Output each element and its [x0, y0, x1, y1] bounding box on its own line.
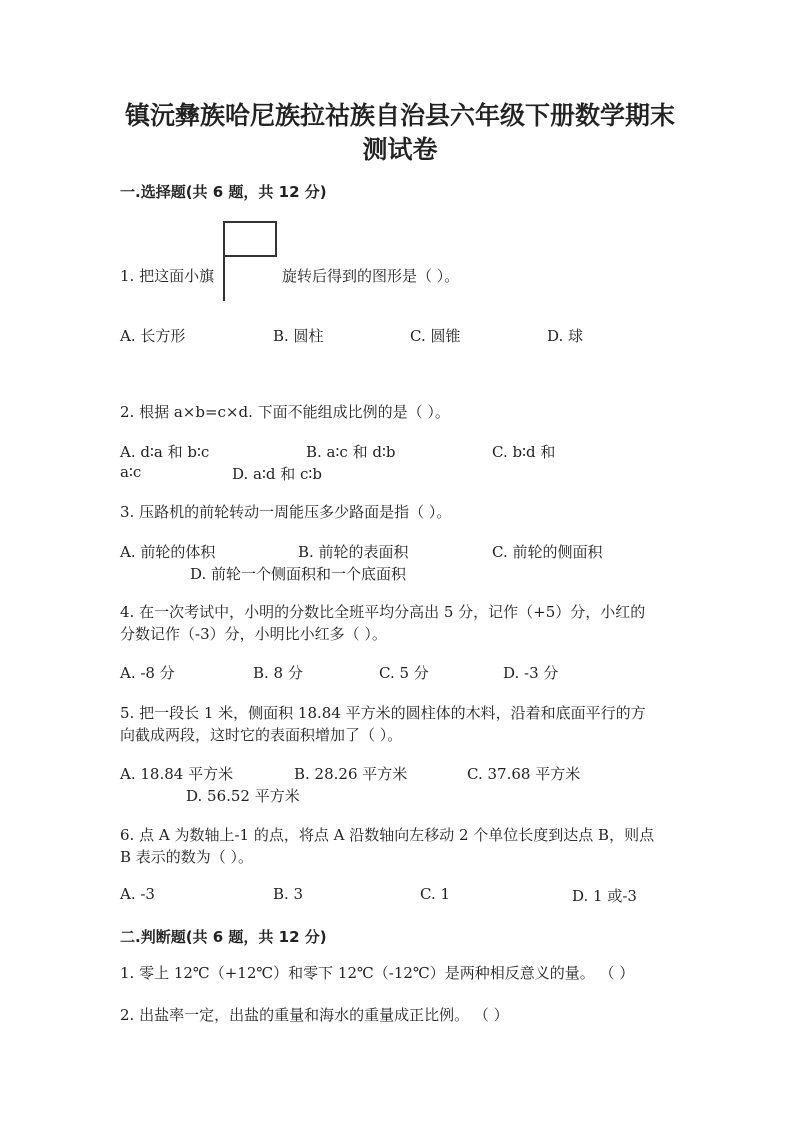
- question-1-text-after: 旋转后得到的图形是（ ）。: [282, 267, 460, 285]
- question-4-line1: 4. 在一次考试中，小明的分数比全班平均分高出 5 分，记作（+5）分，小红的: [120, 603, 646, 621]
- question-3-option-b: B. 前轮的表面积: [298, 543, 409, 561]
- flag-banner: [223, 221, 277, 257]
- question-3-option-d: D. 前轮一个侧面积和一个底面积: [190, 565, 407, 583]
- question-6-option-c: C. 1: [420, 885, 451, 903]
- question-2-text: 2. 根据 a×b=c×d. 下面不能组成比例的是（ ）。: [120, 403, 450, 421]
- question-1-option-a: A. 长方形: [120, 327, 186, 345]
- question-5-line2: 向截成两段，这时它的表面积增加了（ ）。: [120, 726, 403, 744]
- question-6-option-d: D. 1 或-3: [572, 887, 637, 905]
- question-4-option-c: C. 5 分: [379, 664, 429, 682]
- question-2-option-a: A. d∶a 和 b∶c: [120, 443, 210, 461]
- question-1-option-b: B. 圆柱: [273, 327, 324, 345]
- question-2-option-c-cont: a∶c: [120, 463, 142, 481]
- question-2-option-b: B. a∶c 和 d∶b: [306, 443, 396, 461]
- judgment-1-text: 1. 零上 12℃（+12℃）和零下 12℃（-12℃）是两种相反意义的量。 （ ）: [120, 964, 635, 982]
- question-3-text: 3. 压路机的前轮转动一周能压多少路面是指（ ）。: [120, 503, 452, 521]
- question-4-line2: 分数记作（-3）分，小明比小红多（ ）。: [120, 625, 387, 643]
- section-heading-choice: 一.选择题(共 6 题，共 12 分): [120, 183, 327, 201]
- question-6-line1: 6. 点 A 为数轴上-1 的点，将点 A 沿数轴向左移动 2 个单位长度到达点 B，则点: [120, 826, 655, 844]
- question-5-line1: 5. 把一段长 1 米，侧面积 18.84 平方米的圆柱体的木料，沿着和底面平行的方: [120, 704, 646, 722]
- judgment-2-text: 2. 出盐率一定，出盐的重量和海水的重量成正比例。 （ ）: [120, 1006, 509, 1024]
- question-5-option-a: A. 18.84 平方米: [120, 765, 234, 783]
- question-2-option-c: C. b∶d 和: [492, 443, 556, 461]
- question-6-option-a: A. -3: [120, 885, 155, 903]
- question-2-option-d: D. a∶d 和 c∶b: [232, 465, 322, 483]
- question-4-option-a: A. -8 分: [120, 664, 175, 682]
- question-4-option-d: D. -3 分: [503, 664, 559, 682]
- question-6-line2: B 表示的数为（ ）。: [120, 848, 254, 866]
- question-5-option-d: D. 56.52 平方米: [186, 787, 300, 805]
- question-1-option-d: D. 球: [547, 327, 584, 345]
- question-1-text-before: 1. 把这面小旗: [120, 267, 215, 285]
- question-5-option-c: C. 37.68 平方米: [467, 765, 581, 783]
- question-5-option-b: B. 28.26 平方米: [294, 765, 408, 783]
- page-title-line1: 镇沅彝族哈尼族拉祜族自治县六年级下册数学期末: [124, 101, 675, 130]
- page-title-line2: 测试卷: [362, 135, 438, 164]
- question-1-option-c: C. 圆锥: [410, 327, 461, 345]
- question-3-option-c: C. 前轮的侧面积: [492, 543, 603, 561]
- section-heading-judgment: 二.判断题(共 6 题，共 12 分): [120, 928, 327, 946]
- question-6-option-b: B. 3: [273, 885, 304, 903]
- question-4-option-b: B. 8 分: [253, 664, 303, 682]
- question-3-option-a: A. 前轮的体积: [120, 543, 216, 561]
